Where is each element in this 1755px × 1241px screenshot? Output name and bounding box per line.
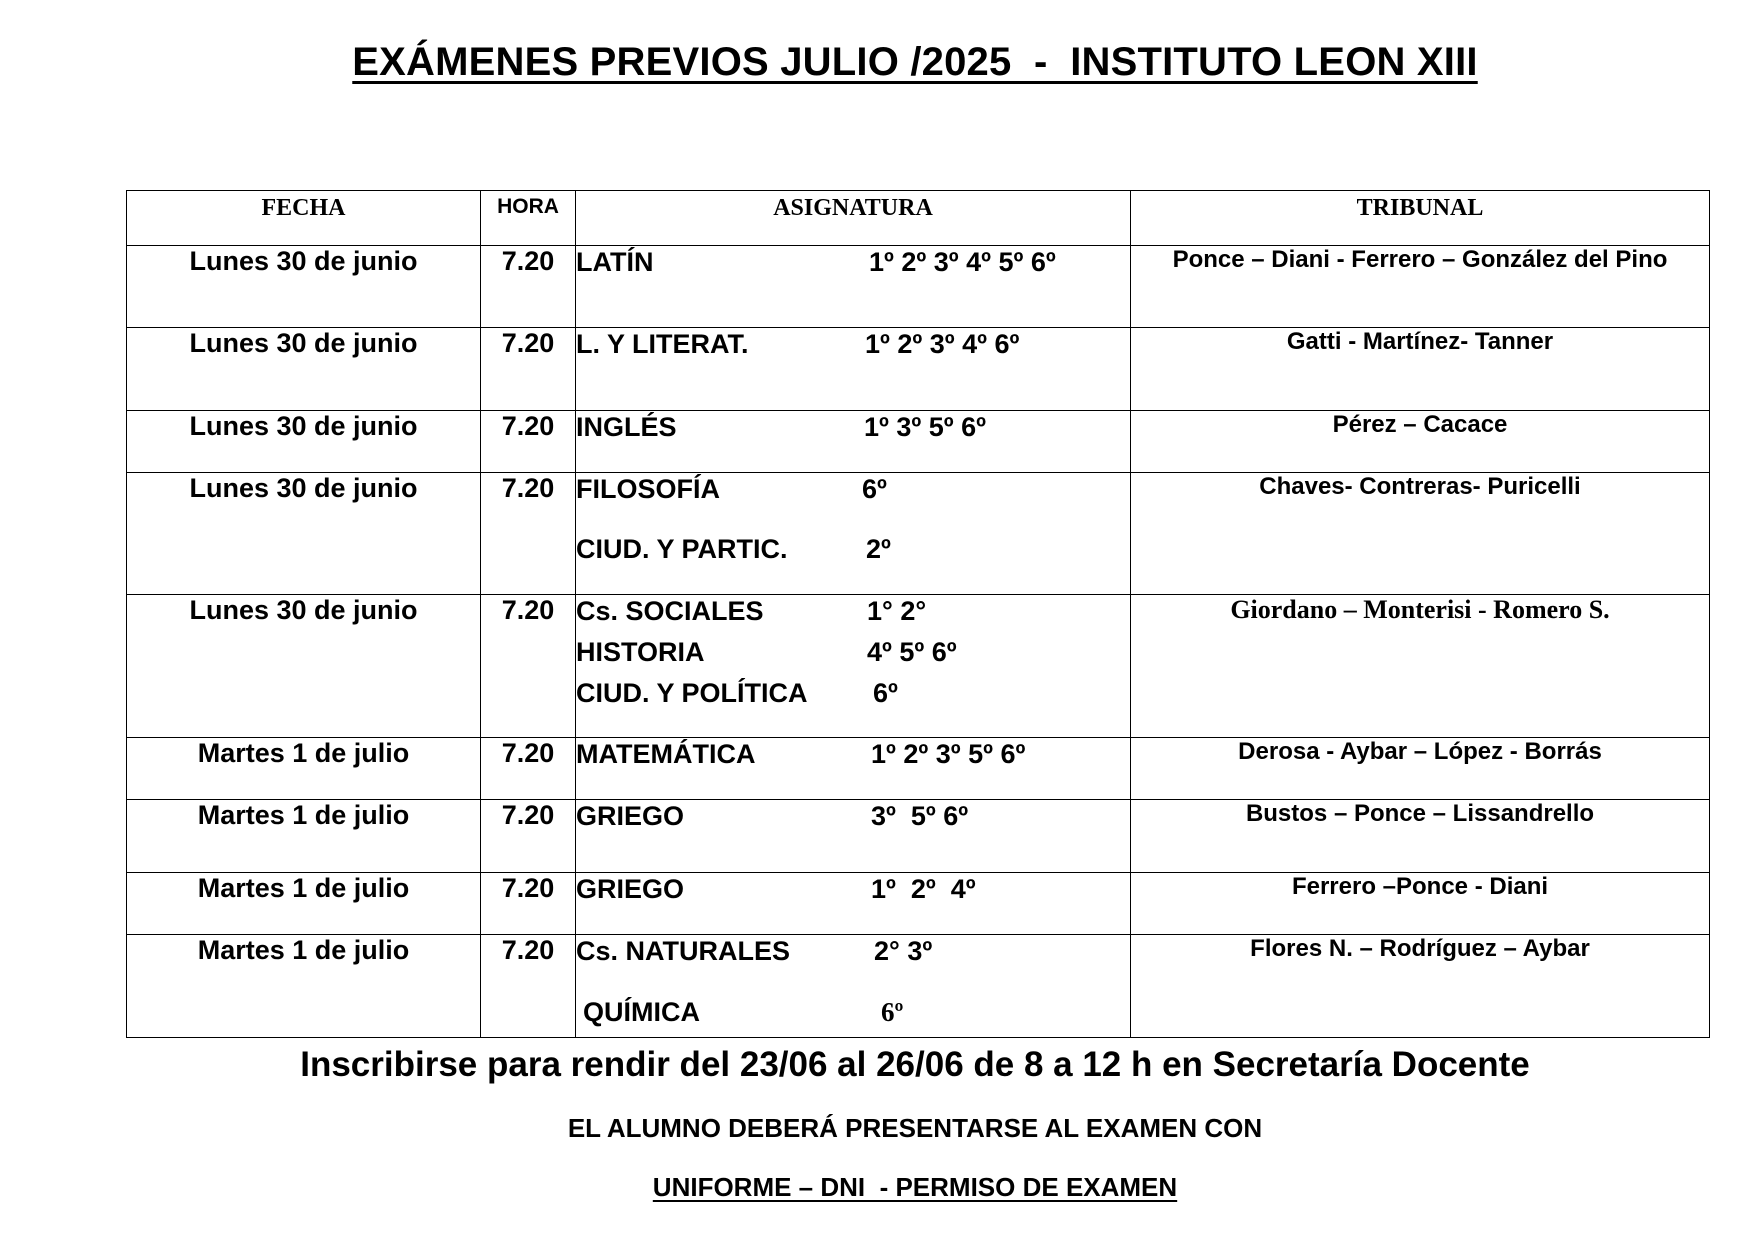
- cell-hora: 7.20: [481, 473, 576, 595]
- cell-tribunal: Giordano – Monterisi - Romero S.: [1131, 595, 1710, 738]
- subject-name: Cs. SOCIALES: [576, 596, 764, 626]
- cell-fecha: Lunes 30 de junio: [127, 595, 481, 738]
- subject-courses: 6º: [873, 678, 898, 708]
- subject-courses: 1º 2º 3º 4º 5º 6º: [869, 247, 1056, 277]
- subject-name: Cs. NATURALES: [576, 936, 791, 966]
- header-asignatura: ASIGNATURA: [576, 191, 1131, 246]
- subject-name: INGLÉS: [576, 412, 677, 442]
- cell-hora: 7.20: [481, 246, 576, 328]
- subject-name: QUÍMICA: [583, 997, 700, 1027]
- cell-asignatura: [576, 246, 1131, 328]
- cell-tribunal: Chaves- Contreras- Puricelli: [1131, 473, 1710, 595]
- cell-asignatura: [576, 935, 1131, 1038]
- cell-fecha: Lunes 30 de junio: [127, 473, 481, 595]
- subject-name: GRIEGO: [576, 801, 685, 831]
- subject-name: HISTORIA: [576, 637, 705, 667]
- cell-asignatura: [576, 873, 1131, 935]
- cell-hora: 7.20: [481, 935, 576, 1038]
- subject-courses: 1º 2º 4º: [871, 874, 976, 904]
- table-row: [127, 246, 1710, 328]
- cell-hora: 7.20: [481, 328, 576, 411]
- cell-tribunal: Derosa - Aybar – López - Borrás: [1131, 738, 1710, 800]
- page-title: EXÁMENES PREVIOS JULIO /2025 - INSTITUTO LEON XIII: [352, 40, 1478, 84]
- subject-name: L. Y LITERAT.: [576, 329, 749, 359]
- cell-hora: 7.20: [481, 595, 576, 738]
- table-header-row: [127, 191, 1710, 246]
- cell-asignatura: [576, 473, 1131, 595]
- header-hora: HORA: [481, 191, 576, 246]
- header-fecha: FECHA: [127, 191, 481, 246]
- subject-courses: 3º 5º 6º: [871, 801, 969, 831]
- subject-name: CIUD. Y POLÍTICA: [576, 678, 808, 708]
- subject-courses: 1º 2º 3º 5º 6º: [871, 739, 1026, 769]
- subject-name: MATEMÁTICA: [576, 739, 756, 769]
- cell-fecha: Lunes 30 de junio: [127, 246, 481, 328]
- requirements-notice: UNIFORME – DNI - PERMISO DE EXAMEN: [652, 1172, 1178, 1202]
- table-row: [127, 873, 1710, 935]
- subject-name: CIUD. Y PARTIC.: [576, 534, 788, 564]
- cell-asignatura: [576, 328, 1131, 411]
- cell-fecha: Martes 1 de julio: [127, 800, 481, 873]
- cell-tribunal: Pérez – Cacace: [1131, 411, 1710, 473]
- subject-name: FILOSOFÍA: [576, 474, 720, 504]
- cell-tribunal: Gatti - Martínez- Tanner: [1131, 328, 1710, 411]
- subject-courses: 4º 5º 6º: [867, 637, 957, 667]
- table-row: [127, 935, 1710, 1038]
- cell-fecha: Lunes 30 de junio: [127, 328, 481, 411]
- cell-asignatura: [576, 800, 1131, 873]
- cell-fecha: Lunes 30 de junio: [127, 411, 481, 473]
- subject-courses: 1º 3º 5º 6º: [864, 412, 987, 442]
- cell-tribunal: Ferrero –Ponce - Diani: [1131, 873, 1710, 935]
- cell-hora: 7.20: [481, 738, 576, 800]
- cell-fecha: Martes 1 de julio: [127, 873, 481, 935]
- cell-tribunal: Bustos – Ponce – Lissandrello: [1131, 800, 1710, 873]
- subject-name: LATÍN: [576, 247, 654, 277]
- cell-tribunal: Ponce – Diani - Ferrero – González del Pino: [1131, 246, 1710, 328]
- subject-name: GRIEGO: [576, 874, 685, 904]
- table-row: [127, 328, 1710, 411]
- cell-hora: 7.20: [481, 411, 576, 473]
- subject-courses: 6º: [881, 997, 904, 1027]
- subject-courses: 6º: [862, 474, 887, 504]
- subject-courses: 1º 2º 3º 4º 6º: [865, 329, 1020, 359]
- exam-schedule-table: [126, 190, 1710, 1038]
- table-row: [127, 595, 1710, 738]
- table-row: [127, 411, 1710, 473]
- cell-asignatura: [576, 411, 1131, 473]
- cell-fecha: Martes 1 de julio: [127, 935, 481, 1038]
- cell-fecha: Martes 1 de julio: [127, 738, 481, 800]
- cell-hora: 7.20: [481, 800, 576, 873]
- subject-courses: 2º: [866, 534, 891, 564]
- table-row: [127, 800, 1710, 873]
- cell-asignatura: [576, 738, 1131, 800]
- cell-tribunal: Flores N. – Rodríguez – Aybar: [1131, 935, 1710, 1038]
- attendance-notice: EL ALUMNO DEBERÁ PRESENTARSE AL EXAMEN CON: [567, 1113, 1263, 1143]
- registration-notice: Inscribirse para rendir del 23/06 al 26/06 de 8 a 12 h en Secretaría Docente: [300, 1045, 1530, 1084]
- cell-hora: 7.20: [481, 873, 576, 935]
- table-row: [127, 738, 1710, 800]
- subject-courses: 1° 2°: [867, 596, 927, 626]
- subject-courses: 2° 3º: [874, 936, 933, 966]
- cell-asignatura: [576, 595, 1131, 738]
- table-row: [127, 473, 1710, 595]
- header-tribunal: TRIBUNAL: [1131, 191, 1710, 246]
